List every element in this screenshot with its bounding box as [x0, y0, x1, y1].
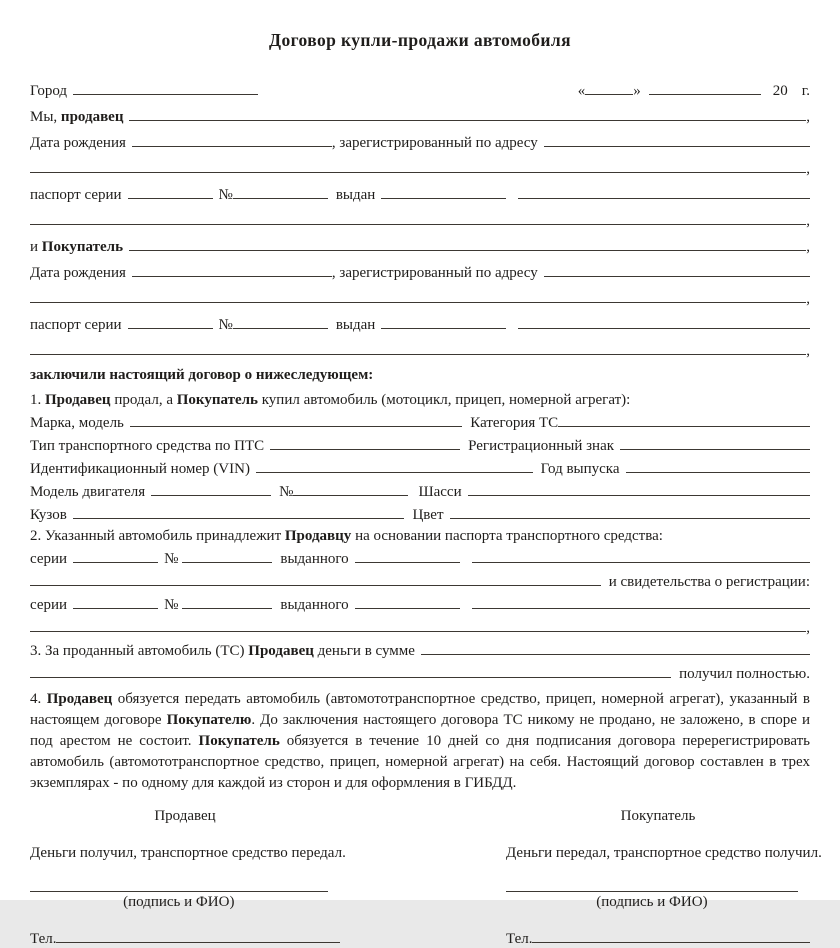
registered-at-label: , зарегистрированный по адресу — [331, 135, 538, 151]
date-quote-open: « — [577, 83, 586, 99]
color-field[interactable] — [450, 505, 811, 519]
registration-cert-row — [30, 572, 810, 591]
passport-series-label: паспорт серии — [30, 317, 122, 333]
buyer-passport-row — [30, 315, 810, 334]
buyer-address-field-2[interactable] — [30, 289, 806, 303]
and-registration-cert-label: и свидетельства о регистрации: — [608, 574, 810, 590]
passport-series-label: паспорт серии — [30, 187, 122, 203]
issued-label: выдан — [335, 317, 376, 333]
buyer-column-heading: Покупатель — [620, 808, 696, 824]
seller-intro: Мы, продавец — [30, 109, 124, 125]
agreement-heading-row — [30, 367, 810, 384]
seller-column-heading: Продавец — [154, 808, 216, 824]
sts-issuer-field-2[interactable] — [30, 618, 806, 632]
section2-intro: 2. Указанный автомобиль принадлежит Продавцу на основании паспорта транспортного средства: — [30, 528, 663, 544]
dob-label: Дата рождения — [30, 265, 126, 281]
pts-issue-date-field[interactable] — [355, 549, 460, 563]
contract-day-field[interactable] — [585, 81, 633, 95]
issued-by-label: выданного — [280, 597, 349, 613]
city-label: Город — [30, 83, 68, 99]
contract-month-field[interactable] — [649, 81, 761, 95]
registered-at-label: , зарегистрированный по адресу — [331, 265, 538, 281]
category-label: Категория ТС — [470, 415, 559, 431]
seller-signature-block — [30, 808, 346, 948]
seller-signature-line[interactable] — [30, 878, 328, 892]
document-title: Договор купли-продажи автомобиля — [269, 30, 571, 50]
year-label: Год выпуска — [540, 461, 620, 477]
price-field[interactable] — [421, 641, 810, 655]
buyer-signature-line[interactable] — [506, 878, 798, 892]
section4-paragraph: 4. Продавец обязуется передать автомобиль (автомототранспортное средство, прицеп, номерной агрегат), указанный в настоящем договоре Покупателю. До заключения настоящего договора ТС никому не продано, не заложено, в споре и под арестом не состоит. Покупатель обязуется в течение 10 дней со дня подписания договора перерегистрировать автомобиль (автомототранспортное средство, прицеп, номерной агрегат) на себя. Настоящий договор составлен в трех экземплярах - по одному для каждой из сторон и для оформления в ГИБДД. — [30, 691, 811, 791]
body-color-row — [30, 505, 810, 524]
section3-intro: 3. За проданный автомобиль (ТС) Продавец деньги в сумме — [30, 643, 415, 659]
chassis-label: Шасси — [418, 484, 462, 500]
seller-statement: Деньги получил, транспортное средство передал. — [30, 845, 346, 861]
seller-tel-row — [30, 929, 340, 948]
comma: , — [806, 239, 810, 255]
date-quote-close: » — [633, 83, 641, 99]
sts-issuer-field[interactable] — [472, 595, 810, 609]
comma: , — [806, 343, 810, 359]
seller-name-field[interactable] — [129, 107, 806, 121]
section1-intro: 1. Продавец продал, а Покупатель купил автомобиль (мотоцикл, прицеп, номерной агрегат): — [30, 392, 631, 408]
seller-passport-series-field[interactable] — [128, 185, 213, 199]
engine-model-field[interactable] — [151, 482, 271, 496]
city-field[interactable] — [73, 81, 258, 95]
make-model-field[interactable] — [130, 413, 462, 427]
city-date-row — [30, 81, 810, 100]
buyer-passport-issuer-field-2[interactable] — [30, 341, 806, 355]
tel-label: Тел. — [30, 931, 57, 947]
seller-intro-row — [30, 107, 810, 126]
buyer-dob-field[interactable] — [132, 263, 332, 277]
seller-dob-row — [30, 133, 810, 152]
year-field[interactable] — [626, 459, 810, 473]
buyer-passport-issue-date-field[interactable] — [381, 315, 506, 329]
pts-number-field[interactable] — [182, 549, 272, 563]
seller-address-field[interactable] — [544, 133, 810, 147]
dob-label: Дата рождения — [30, 135, 126, 151]
buyer-intro-row — [30, 237, 810, 256]
sts-series-row — [30, 595, 810, 614]
received-full-label: получил полностью. — [679, 666, 810, 682]
engine-label: Модель двигателя — [30, 484, 146, 500]
section1-intro-row — [30, 392, 810, 409]
engine-row — [30, 482, 810, 501]
comma: , — [806, 620, 810, 636]
sts-series-field[interactable] — [73, 595, 158, 609]
seller-address-field-2[interactable] — [30, 159, 806, 173]
buyer-passport-issuer-field[interactable] — [518, 315, 810, 329]
seller-passport-number-field[interactable] — [233, 185, 328, 199]
buyer-tel-row — [506, 929, 810, 948]
buyer-statement: Деньги передал, транспортное средство получил. — [506, 845, 822, 861]
seller-passport-issuer-field-2[interactable] — [30, 211, 806, 225]
number-sign: № — [218, 317, 233, 333]
pts-series-field[interactable] — [73, 549, 158, 563]
sts-issuer-cont-row — [30, 618, 810, 637]
reg-plate-field[interactable] — [620, 436, 810, 450]
comma: , — [806, 109, 810, 125]
pts-issuer-field-2[interactable] — [30, 572, 601, 586]
reg-plate-label: Регистрационный знак — [468, 438, 615, 454]
comma: , — [806, 291, 810, 307]
buyer-name-field[interactable] — [129, 237, 806, 251]
year-suffix: г. — [801, 83, 810, 99]
buyer-signature-caption: (подпись и ФИО) — [596, 894, 708, 910]
seller-passport-issuer-field[interactable] — [518, 185, 810, 199]
seller-passport-cont-row — [30, 211, 810, 230]
seller-passport-issue-date-field[interactable] — [381, 185, 506, 199]
year-prefix: 20 — [772, 83, 788, 99]
vin-label: Идентификационный номер (VIN) — [30, 461, 250, 477]
make-model-label: Марка, модель — [30, 415, 124, 431]
sts-number-field[interactable] — [182, 595, 272, 609]
section3-intro-row — [30, 641, 810, 660]
comma: , — [806, 213, 810, 229]
buyer-intro: и Покупатель — [30, 239, 124, 255]
agreement-heading: заключили настоящий договор о нижеследующем: — [30, 367, 374, 383]
buyer-passport-series-field[interactable] — [128, 315, 213, 329]
engine-number-field[interactable] — [293, 482, 408, 496]
seller-address-cont-row — [30, 159, 810, 178]
vin-row — [30, 459, 810, 478]
type-pts-row — [30, 436, 810, 455]
category-field[interactable] — [558, 413, 810, 427]
buyer-address-cont-row — [30, 289, 810, 308]
body-label: Кузов — [30, 507, 67, 523]
type-pts-label: Тип транспортного средства по ПТС — [30, 438, 265, 454]
make-model-row — [30, 413, 810, 432]
buyer-signature-block — [506, 808, 822, 948]
series-label: серии — [30, 597, 68, 613]
buyer-passport-cont-row — [30, 341, 810, 360]
seller-signature-caption: (подпись и ФИО) — [123, 894, 235, 910]
buyer-address-field[interactable] — [544, 263, 810, 277]
received-full-row — [30, 664, 810, 683]
buyer-dob-row — [30, 263, 810, 282]
signatures-section — [30, 808, 822, 948]
number-sign: № — [218, 187, 233, 203]
seller-dob-field[interactable] — [132, 133, 332, 147]
type-pts-field[interactable] — [270, 436, 460, 450]
body-field[interactable] — [73, 505, 405, 519]
series-label: серии — [30, 551, 68, 567]
seller-passport-row — [30, 185, 810, 204]
tel-label: Тел. — [506, 931, 533, 947]
pts-issuer-field[interactable] — [472, 549, 810, 563]
buyer-tel-field[interactable] — [532, 929, 810, 943]
number-sign: № — [164, 551, 179, 567]
chassis-field[interactable] — [468, 482, 810, 496]
seller-tel-field[interactable] — [56, 929, 340, 943]
number-sign: № — [279, 484, 294, 500]
issued-by-label: выданного — [280, 551, 349, 567]
pts-series-row — [30, 549, 810, 568]
vin-field[interactable] — [256, 459, 533, 473]
buyer-passport-number-field[interactable] — [233, 315, 328, 329]
price-field-2[interactable] — [30, 664, 671, 678]
comma: , — [806, 161, 810, 177]
sts-issue-date-field[interactable] — [355, 595, 460, 609]
section2-intro-row — [30, 528, 810, 545]
color-label: Цвет — [412, 507, 444, 523]
number-sign: № — [164, 597, 179, 613]
issued-label: выдан — [335, 187, 376, 203]
